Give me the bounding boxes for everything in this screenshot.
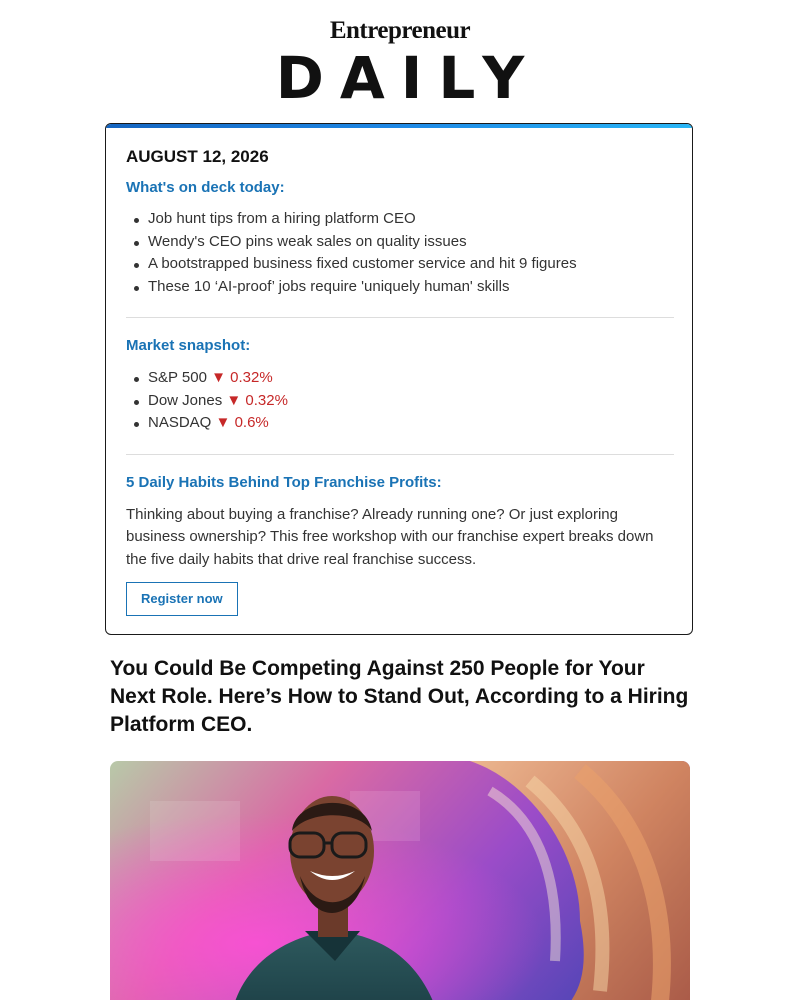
on-deck-item[interactable]: A bootstrapped business fixed customer service and hit 9 figures (126, 253, 674, 276)
market-change: 0.32% (245, 391, 288, 409)
market-snapshot-title: Market snapshot: (126, 337, 251, 354)
section-divider (126, 317, 674, 318)
down-arrow-icon: ▼ (226, 391, 242, 409)
article-headline[interactable]: You Could Be Competing Against 250 People for Your Next Role. Here’s How to Stand Out, According to a Hiring Platform CEO. (110, 657, 689, 736)
market-item-sp500 (126, 367, 674, 390)
section-divider (126, 454, 674, 455)
on-deck-list (126, 208, 674, 298)
market-item-nasdaq (126, 412, 674, 435)
market-name: NASDAQ (148, 414, 212, 431)
down-arrow-icon: ▼ (211, 369, 226, 386)
register-now-button[interactable]: Register now (126, 582, 238, 616)
masthead (0, 0, 800, 118)
market-name: Dow Jones (148, 391, 223, 409)
card-accent-bar (106, 124, 692, 128)
on-deck-item[interactable]: Job hunt tips from a hiring platform CEO (126, 208, 674, 231)
market-change: 0.32% (230, 369, 273, 386)
promo-body: Thinking about buying a franchise? Already running one? Or just exploring business ownership? This free workshop with our franchise expert breaks down the five daily habits that drive real franchise success. (126, 505, 654, 568)
daily-briefing-card (105, 123, 693, 635)
down-arrow-icon: ▼ (215, 414, 231, 431)
daily-logo: DAILY (275, 44, 541, 112)
on-deck-item[interactable]: Wendy's CEO pins weak sales on quality issues (126, 231, 674, 254)
market-name: S&P 500 (148, 369, 207, 386)
market-item-dow-jones (126, 390, 674, 413)
card-content (126, 144, 674, 616)
hero-photo (110, 761, 690, 1000)
on-deck-title: What's on deck today: (126, 179, 285, 196)
entrepreneur-logo[interactable]: Entrepreneur (329, 17, 471, 44)
market-list (126, 367, 674, 435)
on-deck-item[interactable]: These 10 ‘AI-proof’ jobs require 'uniquely human' skills (126, 276, 674, 299)
article-hero-image[interactable] (110, 761, 690, 1000)
promo-title[interactable]: 5 Daily Habits Behind Top Franchise Profits: (126, 473, 442, 491)
market-change: 0.6% (234, 414, 269, 431)
issue-date: AUGUST 12, 2026 (126, 147, 269, 166)
